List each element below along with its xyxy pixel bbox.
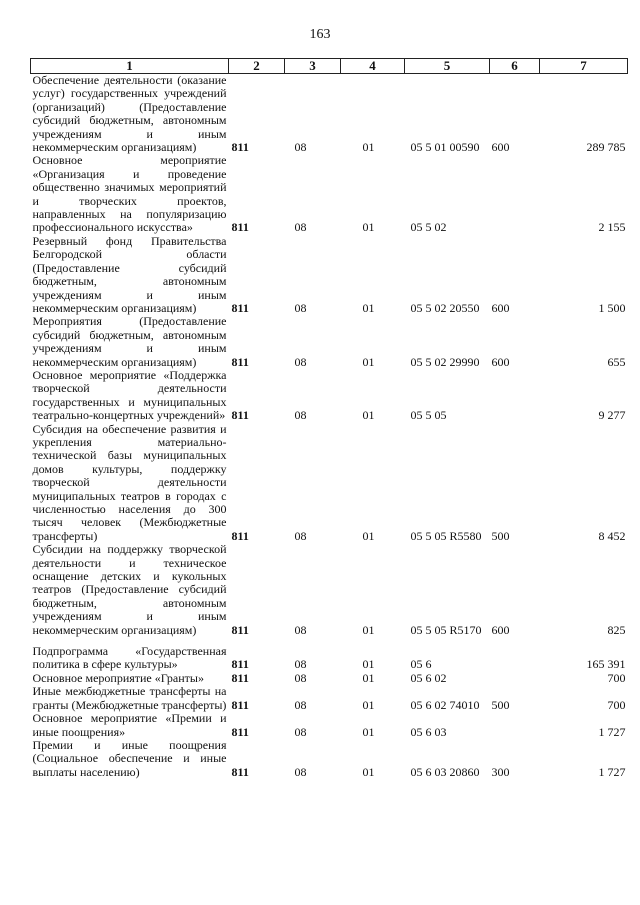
row-target-article: 05 5 01 00590	[410, 140, 480, 155]
row-section: 08	[294, 408, 307, 423]
row-subsection: 01	[362, 528, 375, 543]
row-target-article: 05 6	[410, 657, 432, 672]
row-subsection: 01	[362, 220, 375, 235]
row-admin-code: 811	[231, 670, 249, 685]
table-row	[31, 154, 628, 234]
row-target-article: 05 6 03 20860	[410, 764, 480, 779]
row-expense-type	[490, 369, 540, 423]
row-section: 08	[294, 724, 307, 739]
row-admin-code: 811	[231, 764, 249, 779]
row-expense-type: 600	[491, 300, 510, 315]
row-admin-code: 811	[231, 354, 249, 369]
header-col-7: 7	[540, 59, 628, 74]
table-row	[31, 672, 628, 685]
row-admin-code: 811	[231, 528, 249, 543]
row-target-article: 05 6 02 74010	[410, 697, 480, 712]
row-expense-type: 300	[491, 764, 510, 779]
row-name: Основное мероприятие «Организация и проведение общественно значимых мероприятий и творческих проектов, направленных на популяризацию профессионального искусства»	[32, 153, 227, 235]
row-name: Основное мероприятие «Гранты»	[32, 670, 204, 685]
page-number: 163	[309, 27, 331, 42]
table-row	[31, 74, 628, 155]
row-amount: 1 727	[598, 764, 626, 779]
row-expense-type: 500	[491, 697, 510, 712]
row-section: 08	[294, 657, 307, 672]
table-body	[31, 74, 628, 780]
row-section: 08	[294, 697, 307, 712]
row-admin-code: 811	[231, 408, 249, 423]
row-section: 08	[294, 220, 307, 235]
row-admin-code: 811	[231, 724, 249, 739]
table-row	[31, 637, 628, 672]
row-amount: 1 500	[598, 300, 626, 315]
table-row	[31, 685, 628, 712]
budget-table	[30, 58, 628, 779]
header-col-2: 2	[229, 59, 285, 74]
row-section: 08	[294, 354, 307, 369]
row-section: 08	[294, 300, 307, 315]
header-col-4: 4	[341, 59, 405, 74]
table-row	[31, 315, 628, 369]
header-col-3: 3	[285, 59, 341, 74]
row-subsection: 01	[362, 408, 375, 423]
row-amount: 2 155	[598, 220, 626, 235]
row-amount: 8 452	[598, 528, 626, 543]
row-admin-code: 811	[231, 220, 249, 235]
row-expense-type: 600	[491, 354, 510, 369]
row-subsection: 01	[362, 622, 375, 637]
row-expense-type: 600	[491, 622, 510, 637]
row-target-article: 05 5 05	[410, 408, 447, 423]
row-name: Обеспечение деятельности (оказание услуг) государственных учреждений (организаций) (Предоставление субсидий бюджетным, автономным учреждениям и иным некоммерческим организациям)	[32, 73, 227, 155]
row-section: 08	[294, 622, 307, 637]
row-name: Основное мероприятие «Премии и иные поощрения»	[32, 711, 227, 739]
row-subsection: 01	[362, 670, 375, 685]
table-row	[31, 423, 628, 544]
row-amount: 700	[607, 697, 626, 712]
row-target-article: 05 5 05 R5170	[410, 622, 482, 637]
row-admin-code: 811	[231, 300, 249, 315]
header-col-6: 6	[490, 59, 540, 74]
row-name: Премии и иные поощрения (Социальное обеспечение и иные выплаты населению)	[32, 737, 227, 779]
row-name: Иные межбюджетные трансферты на гранты (Межбюджетные трансферты)	[32, 684, 227, 712]
table-row	[31, 369, 628, 423]
row-expense-type	[490, 637, 540, 672]
row-target-article: 05 6 03	[410, 724, 447, 739]
header-row	[31, 59, 628, 74]
row-amount: 165 391	[586, 657, 626, 672]
row-target-article: 05 5 02 20550	[410, 300, 480, 315]
row-admin-code: 811	[231, 622, 249, 637]
row-admin-code: 811	[231, 657, 249, 672]
row-name: Субсидии на поддержку творческой деятельности и техническое оснащение детских и кукольных театров (Предоставление субсидий бюджетным, автономным учреждениям и иным некоммерческим организациям)	[32, 542, 227, 637]
row-expense-type	[490, 154, 540, 234]
table-row	[31, 712, 628, 739]
row-section: 08	[294, 764, 307, 779]
row-subsection: 01	[362, 140, 375, 155]
row-section: 08	[294, 528, 307, 543]
table-header	[31, 59, 628, 74]
row-amount: 1 727	[598, 724, 626, 739]
row-section: 08	[294, 140, 307, 155]
row-amount: 289 785	[586, 140, 626, 155]
row-admin-code: 811	[231, 140, 249, 155]
row-amount: 825	[607, 622, 626, 637]
header-col-1: 1	[31, 59, 229, 74]
row-target-article: 05 5 05 R5580	[410, 528, 482, 543]
header-col-5: 5	[405, 59, 490, 74]
row-subsection: 01	[362, 657, 375, 672]
row-name: Мероприятия (Предоставление субсидий бюджетным, автономным учреждениям и иным некоммерческим организациям)	[32, 314, 227, 369]
row-name: Субсидия на обеспечение развития и укрепления материально-технической базы муниципальных домов культуры, поддержку творческой деятельности муниципальных театров в городах с численностью населения до 300 тысяч человек (Межбюджетные трансферты)	[32, 421, 227, 543]
row-subsection: 01	[362, 724, 375, 739]
table-row	[31, 543, 628, 637]
row-amount: 655	[607, 354, 626, 369]
table-row	[31, 739, 628, 779]
row-subsection: 01	[362, 697, 375, 712]
row-admin-code: 811	[231, 697, 249, 712]
row-section: 08	[294, 670, 307, 685]
row-name: Основное мероприятие «Поддержка творческой деятельности государственных и муниципальных театрально-концертных учреждений»	[32, 367, 227, 423]
row-subsection: 01	[362, 764, 375, 779]
row-name: Резервный фонд Правительства Белгородской области (Предоставление субсидий бюджетным, автономным учреждениям и иным некоммерческим организациям)	[32, 233, 227, 315]
row-expense-type: 600	[491, 140, 510, 155]
row-subsection: 01	[362, 300, 375, 315]
row-target-article: 05 5 02 29990	[410, 354, 480, 369]
row-amount: 9 277	[598, 408, 626, 423]
row-target-article: 05 6 02	[410, 670, 447, 685]
row-name: Подпрограмма «Государственная политика в сфере культуры»	[32, 644, 227, 672]
row-expense-type	[490, 712, 540, 739]
row-amount: 700	[607, 670, 626, 685]
row-expense-type: 500	[491, 528, 510, 543]
row-expense-type	[490, 672, 540, 685]
table-row	[31, 235, 628, 315]
row-subsection: 01	[362, 354, 375, 369]
row-target-article: 05 5 02	[410, 220, 447, 235]
